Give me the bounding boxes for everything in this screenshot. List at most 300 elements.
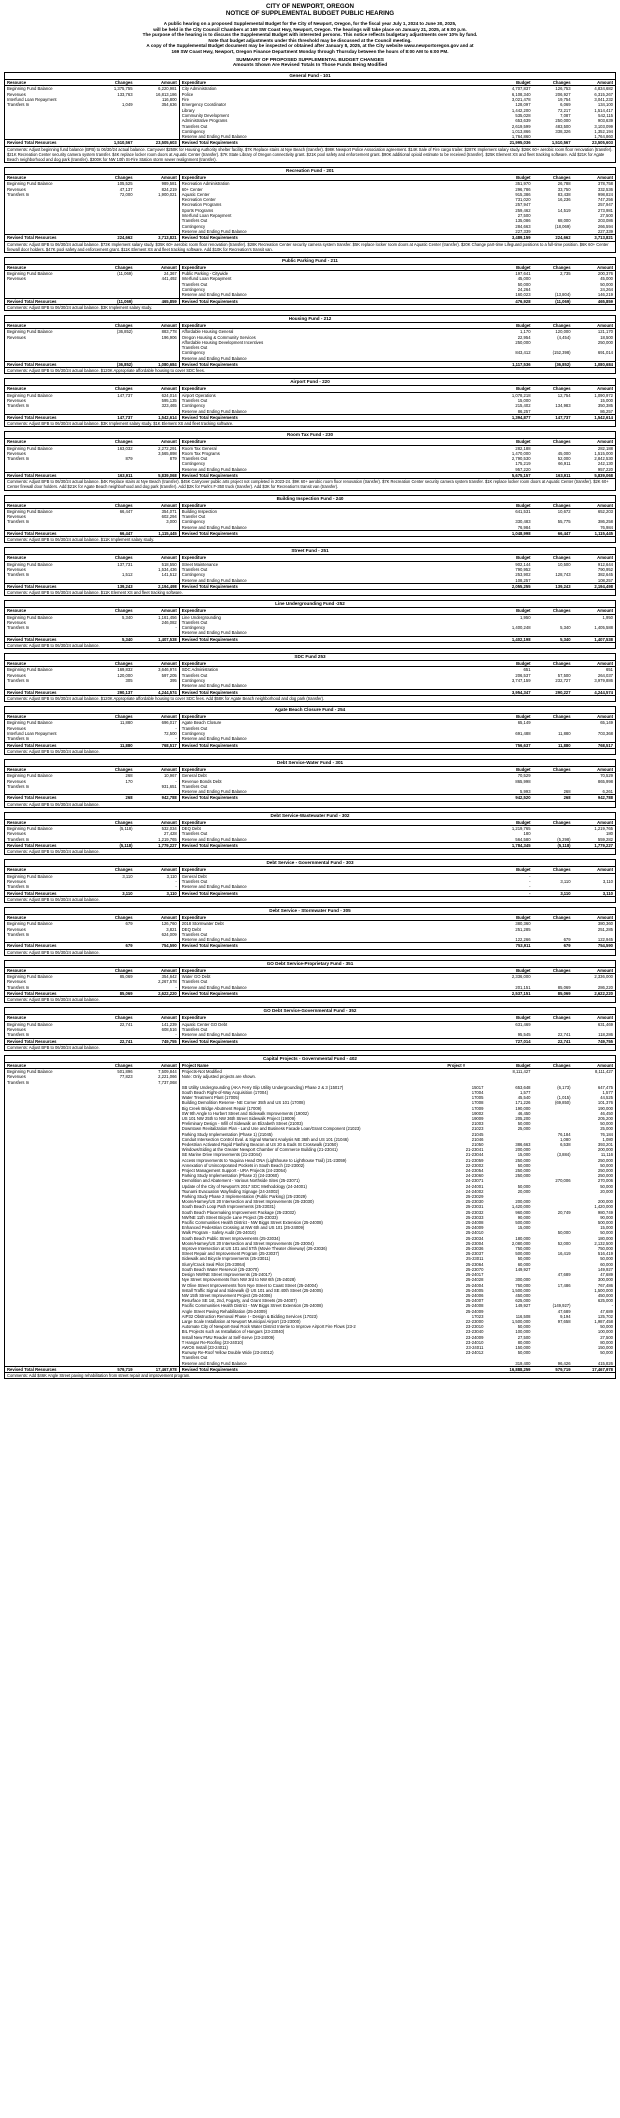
total-resources-amount: 3,713,821	[135, 235, 180, 241]
expenditure-amount: 957,220	[597, 466, 613, 472]
total-resources-label: Revised Total Resources	[5, 890, 99, 896]
expenditure-name: Transfers Out	[181, 218, 208, 224]
expenditure-budget: 1,420,000	[511, 1204, 531, 1210]
column-header: Budget	[485, 386, 532, 392]
column-header: Changes	[533, 968, 573, 974]
expenditure-name: Contingency	[181, 625, 206, 631]
resource-amount: -	[135, 1032, 180, 1038]
resource-amount: 354,071	[135, 508, 180, 514]
total-resources-change: 139,243	[99, 583, 134, 589]
project-number: 25-23064	[465, 1261, 484, 1267]
project-number: 25-23037	[465, 1251, 484, 1257]
expenditure-name: Contingency	[181, 461, 206, 467]
column-header: Changes	[99, 555, 134, 561]
project-number: 23-24012	[465, 1350, 484, 1356]
column-header: Changes	[533, 1015, 573, 1021]
project-number: 21045	[471, 1131, 484, 1137]
expenditure-amount: 205,200	[597, 1116, 613, 1121]
expenditure-name: Community Development	[181, 112, 229, 118]
expenditure-amount: 1,577	[602, 1089, 613, 1095]
expenditure-name: Reserve and Ending Fund Balance	[181, 1032, 247, 1038]
resource-amount: 696,017	[135, 720, 180, 726]
column-header: Amount	[573, 968, 615, 974]
total-resources-change: (36,852)	[99, 362, 134, 368]
expenditure-amount: 1,090,972	[594, 392, 613, 398]
total-requirements-change: 163,911	[533, 473, 573, 479]
expenditure-budget: 651	[523, 667, 531, 673]
resource-name: Transfers In	[7, 403, 30, 409]
total-resources-label: Revised Total Resources	[5, 414, 99, 420]
fund-table	[5, 555, 615, 589]
expenditure-budget: 300,000	[515, 1277, 531, 1283]
expenditure-name: Public Parking - Citywide	[181, 271, 229, 277]
expenditure-change: 83,438	[557, 191, 571, 197]
resource-amount: 824,219	[135, 187, 180, 192]
expenditure-change: 206,927	[555, 91, 571, 97]
fund-title: Public Parking Fund - 211	[5, 258, 615, 265]
column-header: Expenditure	[179, 767, 485, 773]
total-requirements-amount: 1,407,538	[573, 636, 615, 642]
expenditure-amount: 747,256	[597, 197, 613, 203]
expenditure-name: 2018 Stormwater Debt	[181, 921, 224, 927]
fund-comment: Comments: Adjust BFB to 06/30/24 actual balance.	[5, 642, 615, 648]
expenditure-budget: 149,927	[515, 1303, 531, 1309]
resource-name: Beginning Fund Balance	[7, 1069, 53, 1075]
resource-name: Beginning Fund Balance	[7, 181, 53, 187]
resource-amount: 1,219,765	[135, 837, 180, 843]
expenditure-change: 16,236	[557, 197, 571, 203]
total-requirements-amount: 4,244,574	[573, 689, 615, 695]
column-header: Expenditure	[179, 867, 485, 873]
expenditure-budget: 50,000	[517, 1183, 531, 1189]
expenditure-name: Reserve and Ending Fund Balance	[181, 884, 247, 890]
expenditure-amount: 1,987,458	[594, 1318, 613, 1324]
expenditure-budget: 70,529	[517, 773, 531, 779]
resource-change: 47,137	[119, 186, 133, 192]
project-name: AIP32 Obstruction Removal Phase I - Design & Bidding Services (17023)	[181, 1313, 318, 1319]
total-requirements-label: Revised Total Requirements	[179, 1366, 485, 1372]
column-header: Amount	[573, 323, 615, 329]
expenditure-budget: 2,619,599	[511, 123, 531, 129]
total-requirements-change: 66,447	[533, 531, 573, 537]
fund-title: GO Debt Service-Governmental Fund - 352	[5, 1008, 615, 1015]
expenditure-change: (69,850)	[554, 1100, 571, 1106]
project-number: 21050	[471, 1142, 484, 1148]
column-header: Budget	[485, 608, 532, 614]
resource-name: Transfers In	[7, 102, 30, 108]
expenditure-amount: 70,529	[600, 773, 613, 779]
expenditure-amount: 50,000	[600, 1121, 613, 1127]
expenditure-amount: 27,500	[600, 1334, 613, 1340]
fund-title: SDC Fund 253	[5, 654, 615, 661]
expenditure-change: 232,727	[555, 678, 571, 684]
column-header: Changes	[99, 820, 134, 826]
project-name: Big Creek Bridge Abutment Repair (17009)	[181, 1105, 262, 1111]
column-header: Changes	[533, 714, 573, 720]
total-resources-amount: 1,080,684	[135, 362, 180, 368]
expenditure-name: Contingency	[181, 572, 206, 578]
expenditure-amount: 90,000	[600, 1214, 613, 1220]
expenditure-name: Transfers Out	[181, 123, 208, 129]
expenditure-budget: 631,469	[515, 1021, 531, 1027]
total-resources-change: 5,340	[99, 636, 134, 642]
expenditure-budget: 160,023	[515, 292, 531, 298]
column-header: Amount	[135, 714, 180, 720]
total-requirements-budget: 1,784,345	[485, 842, 532, 848]
expenditure-budget: 3,021,478	[511, 97, 531, 103]
total-resources-change: 66,447	[99, 531, 134, 537]
expenditure-budget: 86,257	[517, 408, 531, 414]
total-requirements-budget: 2,055,255	[485, 583, 532, 589]
expenditure-amount: 108,257	[597, 577, 613, 583]
column-header: Budget	[485, 968, 532, 974]
fund-comment: Comments: Adjust BFB to 06/30/24 actual balance.	[5, 848, 615, 854]
total-resources-label: Revised Total Resources	[5, 1038, 99, 1044]
fund-title: Debt Service - Stormwater Fund - 305	[5, 908, 615, 915]
expenditure-amount: 1,514,417	[594, 107, 613, 113]
expenditure-name: Recreation Administration	[181, 181, 230, 187]
project-name: Parking Study Implementation (Phase 1) (21045)	[181, 1131, 273, 1137]
column-header: Resource	[5, 661, 99, 667]
total-requirements-label: Revised Total Requirements	[179, 140, 485, 146]
fund-section	[4, 547, 616, 596]
expenditure-budget: 45,000	[517, 276, 531, 282]
notice-paragraph	[4, 21, 616, 55]
project-name: Parking Study Implementation (Phase 2) (24-23060)	[181, 1173, 279, 1179]
resource-change: 169,832	[117, 667, 133, 673]
expenditure-name: Reserve and Ending Fund Balance	[181, 577, 247, 583]
expenditure-amount: 60,000	[600, 1261, 613, 1267]
column-header: Amount	[135, 608, 180, 614]
column-header: Resource	[5, 503, 99, 509]
column-header: Changes	[99, 714, 134, 720]
expenditure-name: Reserve and Ending Fund Balance	[181, 134, 247, 140]
expenditure-amount: 651	[606, 667, 613, 673]
project-name: Preliminary Design - Infill of Sidewalk on Elizabeth Street (21003)	[181, 1121, 303, 1127]
expenditure-name: Reserve and Ending Fund Balance	[181, 228, 247, 234]
resource-amount: 7,509,844	[135, 1069, 180, 1075]
resource-change: 268	[125, 773, 133, 779]
fund-table	[5, 265, 615, 304]
expenditure-amount: 18,500	[600, 334, 613, 340]
total-requirements-amount: 2,194,498	[573, 583, 615, 589]
expenditure-budget: 386,663	[515, 1142, 531, 1148]
resource-name: Revenues	[7, 514, 26, 520]
expenditure-change: 72,217	[557, 107, 571, 113]
expenditure-budget: 90,000	[517, 1214, 531, 1220]
resource-amount: 354,636	[135, 102, 180, 107]
total-requirements-amount: 17,467,978	[573, 1366, 615, 1372]
column-header: Budget	[485, 1063, 532, 1069]
expenditure-budget: 76,984	[517, 524, 531, 530]
total-resources-change: 163,911	[99, 473, 134, 479]
resource-amount: 1,900,021	[135, 192, 180, 197]
expenditure-budget: 253,902	[515, 572, 531, 578]
fund-table	[5, 386, 615, 420]
expenditure-name: Reserve and Ending Fund Balance	[181, 630, 247, 636]
total-resources-amount: 5,839,068	[135, 473, 180, 479]
column-header: Resource	[5, 1063, 99, 1069]
project-name: Angle Street Paving Rehabilitation (25-24009)	[181, 1308, 267, 1314]
column-header: Expenditure	[179, 915, 485, 921]
expenditure-budget: 284,663	[515, 223, 531, 229]
column-header: Amount	[573, 265, 615, 271]
column-header: Expenditure	[179, 820, 485, 826]
total-resources-label: Revised Total Resources	[5, 298, 99, 304]
project-number: 25-23032	[465, 1209, 484, 1215]
resource-change: 1,049	[122, 102, 133, 108]
total-requirements-change: 268	[533, 795, 573, 801]
resource-amount: -	[135, 985, 180, 991]
expenditure-budget: 625,000	[515, 1298, 531, 1304]
column-header: Budget	[485, 439, 532, 445]
fund-comment: Comments: Adjust BFB to 06/30/24 actual balance. $120K Appropriate affordable housing to cover SDC fees. Add $58K for Agate Beach neighborhood and dog park (transfer).	[5, 695, 615, 701]
expenditure-name: General Debt	[181, 773, 207, 779]
expenditure-change: 50,000	[557, 1230, 571, 1236]
notice-header	[4, 3, 616, 69]
expenditure-name: Reserve and Ending Fund Balance	[181, 789, 247, 795]
project-name: Project Management Support - URA Projects (24-23054)	[181, 1168, 287, 1174]
resource-amount: 24,367	[135, 271, 180, 277]
resource-name: Revenues	[7, 91, 26, 97]
total-requirements-label: Revised Total Requirements	[179, 362, 485, 368]
expenditure-budget: 380,360	[515, 921, 531, 927]
total-resources-label: Revised Total Resources	[5, 636, 99, 642]
capital-projects-fund	[4, 1055, 616, 1379]
expenditure-name: Reserve and Ending Fund Balance	[181, 736, 247, 742]
total-resources-amount: 1,542,614	[135, 414, 180, 420]
resource-amount: 141,239	[135, 1021, 180, 1027]
fund-section	[4, 907, 616, 956]
expenditure-name: Contingency	[181, 730, 206, 736]
column-header: Changes	[99, 915, 134, 921]
project-name: Demolition and Abatement - Various Northside Sites (25-23071)	[181, 1178, 300, 1184]
column-header: Budget	[485, 915, 532, 921]
total-requirements-change: 224,662	[533, 235, 573, 241]
resource-name: Revenues	[7, 725, 26, 731]
expenditure-amount: 46,450	[600, 1110, 613, 1116]
expenditure-budget: 564,580	[515, 836, 531, 842]
project-name: Resurface SE 1st, 2nd, Fogarty, and Grant Streets (25-24007)	[181, 1298, 297, 1304]
expenditure-amount: 65,149	[600, 720, 613, 726]
total-requirements-label: Revised Total Requirements	[179, 531, 485, 537]
expenditure-change: 134,983	[555, 403, 571, 409]
fund-title: GO Debt Service-Proprietary Fund - 351	[5, 961, 615, 968]
expenditure-name: Contingency	[181, 678, 206, 684]
project-number: 25-24008	[465, 1220, 484, 1226]
column-header: Resource	[5, 555, 99, 561]
total-requirements-amount: 2,622,220	[573, 991, 615, 997]
column-header: Changes	[99, 608, 134, 614]
resource-change: 137,731	[117, 561, 133, 567]
project-number: 23-23010	[465, 1324, 484, 1330]
project-name: Annexation of Unincorporated Pockets in South Beach (22-23002)	[181, 1162, 305, 1168]
project-name: Nye Street Improvements from NW 3rd to NW 6th (25-24028)	[181, 1277, 296, 1283]
resource-name: Beginning Fund Balance	[7, 773, 53, 779]
project-name: Reserve and Ending Fund Balance	[181, 1360, 247, 1366]
total-requirements-label: Revised Total Requirements	[179, 636, 485, 642]
expenditure-budget: 95,545	[517, 1032, 531, 1038]
expenditure-amount: 998,824	[597, 191, 613, 197]
expenditure-amount: 652,203	[597, 508, 613, 514]
expenditure-amount: 121,170	[597, 329, 613, 335]
expenditure-budget: 22,954	[517, 334, 531, 340]
expenditure-amount: 50,000	[600, 1162, 613, 1168]
expenditure-amount: 516,419	[597, 1251, 613, 1257]
total-resources-change: 22,741	[99, 1038, 134, 1044]
total-requirements-amount: 465,859	[573, 298, 615, 304]
total-resources-amount: 2,622,220	[135, 991, 180, 997]
total-requirements-change: 5,340	[533, 636, 573, 642]
column-header: Amount	[573, 820, 615, 826]
expenditure-budget: 257,947	[515, 202, 531, 208]
resource-name: Interfund Loan Repayment	[7, 97, 57, 103]
column-header: Changes	[99, 265, 134, 271]
resource-name: Beginning Fund Balance	[7, 667, 53, 673]
total-requirements-budget: 21,995,036	[485, 140, 532, 146]
total-resources-amount: 768,517	[135, 742, 180, 748]
expenditure-amount: 24,264	[600, 286, 613, 292]
expenditure-name: 60+ Center	[181, 186, 203, 192]
column-header: Amount	[135, 80, 180, 86]
expenditure-amount: 350,385	[597, 403, 613, 409]
project-name: Tsunami Evacuation Wayfinding Signage (24-24002)	[181, 1188, 280, 1194]
column-header: Amount	[573, 915, 615, 921]
fund-section	[4, 1007, 616, 1051]
expenditure-change: 6,538	[560, 1142, 571, 1148]
total-resources-label: Revised Total Resources	[5, 235, 99, 241]
total-requirements-amount: 1,542,614	[573, 414, 615, 420]
expenditure-budget: 2,336,000	[511, 974, 531, 980]
project-name: South Beach Water Reservoir (25-23070)	[181, 1266, 259, 1272]
project-name: Transfers Out	[181, 1355, 208, 1361]
project-number: 25-23033	[465, 1214, 484, 1220]
column-header: Budget	[485, 820, 532, 826]
total-requirements-budget: 3,954,347	[485, 689, 532, 695]
column-header: Changes	[533, 80, 573, 86]
expenditure-amount: 27,500	[600, 213, 613, 219]
expenditure-budget: 15,000	[517, 397, 531, 403]
expenditure-budget: 50,000	[517, 1350, 531, 1356]
expenditure-budget: 205,200	[515, 1116, 531, 1121]
total-requirements-amount: 23,505,603	[573, 140, 615, 146]
project-name: Install New FMU Reader at Self-Serve (23-24009)	[181, 1334, 275, 1340]
resource-amount: 1,161,456	[135, 614, 180, 620]
resource-name: Beginning Fund Balance	[7, 329, 53, 335]
total-resources-change: 268	[99, 795, 134, 801]
fund-table	[5, 323, 615, 367]
column-header: Resource	[5, 1015, 99, 1021]
resource-change: 66,447	[119, 508, 133, 514]
expenditure-amount: 250,000	[597, 1173, 613, 1179]
expenditure-change: 97,658	[557, 1318, 571, 1324]
expenditure-amount: 50,000	[600, 1350, 613, 1356]
total-resources-label: Revised Total Resources	[5, 531, 99, 537]
total-requirements-change: 22,741	[533, 1038, 573, 1044]
column-header: Changes	[99, 439, 134, 445]
resource-amount: 931,651	[135, 784, 180, 789]
column-header: Changes	[533, 661, 573, 667]
project-number: 25-23029	[465, 1194, 484, 1200]
expenditure-budget: 296,786	[515, 186, 531, 192]
project-name: NW 15th Street Improvement Project (25-24006)	[181, 1292, 272, 1298]
fund-table	[5, 439, 615, 478]
column-header: Resource	[5, 714, 99, 720]
resource-amount: 72,500	[135, 731, 180, 736]
expenditure-name: Street Maintenance	[181, 561, 219, 567]
total-resources-amount: 1,115,445	[135, 531, 180, 537]
expenditure-budget: 171,226	[515, 1100, 531, 1106]
expenditure-budget: 1,500,000	[511, 1318, 531, 1324]
total-requirements-amount: 749,755	[573, 1038, 615, 1044]
expenditure-change: 45,000	[557, 450, 571, 456]
expenditure-name: Sports Programs	[181, 207, 214, 213]
resource-amount: 10,967	[135, 773, 180, 779]
project-name: Sidewalk and Bicycle Improvements (25-23011)	[181, 1256, 271, 1262]
expenditure-amount: 203,086	[597, 218, 613, 224]
expenditure-change: 250,000	[555, 118, 571, 124]
expenditure-name: Administrative Programs	[181, 118, 228, 124]
expenditure-amount: 703,368	[597, 730, 613, 736]
expenditure-budget: 46,450	[517, 1110, 531, 1116]
total-requirements-change: 11,880	[533, 742, 573, 748]
expenditure-change: (4,454)	[557, 334, 571, 340]
expenditure-amount: 100,000	[597, 1329, 613, 1335]
total-requirements-amount: 1,080,684	[573, 362, 615, 368]
total-requirements-budget: 1,402,198	[485, 636, 532, 642]
resource-change: 879	[125, 456, 133, 462]
expenditure-amount: 1,500,000	[594, 1287, 613, 1293]
resource-amount: 16,813,186	[135, 92, 180, 97]
fund-title: Street Fund - 251	[5, 548, 615, 555]
expenditure-budget: 250,000	[515, 1157, 531, 1163]
project-name: Building Demolition Reserve- NE Corner 35th and US 101 (17008)	[181, 1100, 305, 1106]
notice-line: 169 SW Coast Hwy, Newport, Oregon Finance Department Monday through Thursday between the hours of 8:00 AM to 6:00 PM.	[171, 48, 449, 54]
summary-subtitle: Amounts Shown Are Revised Totals In Those Funds Being Modified	[232, 63, 388, 69]
expenditure-amount: 750,000	[597, 1246, 613, 1252]
fund-table	[5, 1015, 615, 1043]
expenditure-change: (1,015)	[557, 1095, 571, 1101]
expenditure-budget: 180,000	[515, 1235, 531, 1241]
column-header: Expenditure	[179, 265, 485, 271]
total-resources-change: 3,110	[99, 890, 134, 896]
project-name: AWOS Install (23-24011)	[181, 1344, 228, 1350]
expenditure-budget: 100,000	[515, 1329, 531, 1335]
expenditure-budget: 150,000	[515, 1344, 531, 1350]
resource-amount: 989,581	[135, 181, 180, 187]
project-number: 21-23044	[465, 1152, 484, 1158]
total-requirements-change: (5,118)	[533, 842, 573, 848]
expenditure-amount: 542,115	[598, 112, 613, 118]
expenditure-amount: 2,842,530	[594, 456, 613, 462]
project-name: T Hangar Re-Roofing (23-24010)	[181, 1339, 244, 1345]
expenditure-budget: 351,970	[515, 181, 531, 187]
expenditure-amount: 3,979,886	[594, 678, 613, 684]
expenditure-change: 85,069	[557, 984, 571, 990]
expenditure-amount: 1,219,765	[594, 826, 613, 832]
resource-name: Revenues	[7, 450, 26, 456]
expenditure-amount: 44,525	[600, 1095, 613, 1101]
expenditure-change: 7,087	[560, 112, 571, 118]
project-number: 22-23000	[465, 1318, 484, 1324]
expenditure-name: SDC Administration	[181, 667, 219, 673]
resource-amount: 608,516	[135, 1027, 180, 1032]
project-number: 23-24011	[466, 1344, 484, 1350]
resource-name: Transfers In	[7, 783, 30, 789]
fund-title: Recreation Fund - 201	[5, 168, 615, 175]
resource-amount: 883,778	[135, 329, 180, 335]
expenditure-change: 52,000	[557, 456, 571, 462]
